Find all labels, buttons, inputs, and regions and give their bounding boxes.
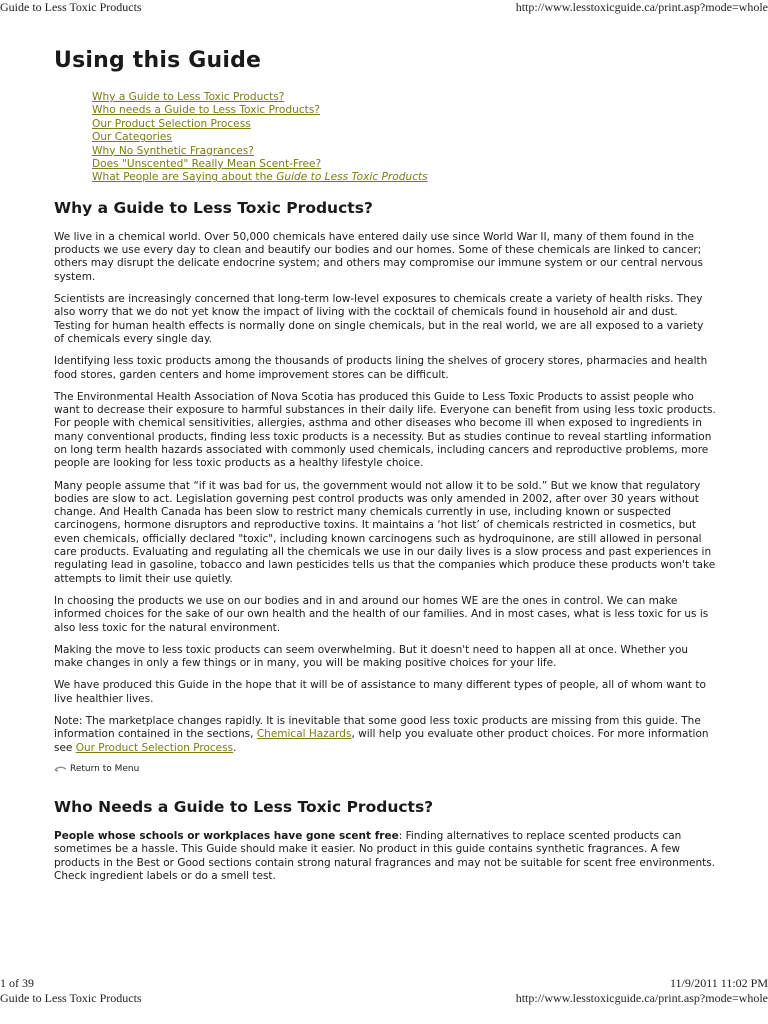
paragraph: The Environmental Health Association of Nova Scotia has produced this Guide to Less Toxic Products to assist people who want to decrease their exposure to harmful substances in their daily life. Everyone can benefit from using less toxic products. For people with chemical sensitivities, allergies, asthma and other diseases who become ill when exposed to ingredients in many conventional products, finding less toxic products is a necessity. But as studies continue to reveal startling information on long term health hazards associated with commonly used chemicals, including cancers and reproductive problems, more people are looking for less toxic products as a healthy lifestyle choice. — [54, 390, 716, 470]
print-header-next-page — [0, 991, 768, 1006]
paragraph: Making the move to less toxic products can seem overwhelming. But it doesn't need to happen all at once. Whether you make changes in only a few things or in many, you will be making positive choices for your life. — [54, 643, 689, 670]
page-content — [54, 40, 716, 892]
toc-link-categories[interactable]: Our Categories — [92, 131, 172, 144]
table-of-contents — [92, 91, 716, 185]
toc-link-selection-process[interactable]: Our Product Selection Process — [92, 117, 251, 130]
section-heading-why-guide: Why a Guide to Less Toxic Products? — [54, 198, 373, 217]
note-paragraph — [54, 715, 716, 755]
paragraph: In choosing the products we use on our bodies and in and around our homes WE are the ones in control. We can make informed choices for the sake of our own health and the health of our families. And in most cases, what is less toxic for us is also less toxic for the natural environment. — [54, 594, 709, 634]
page-number: 1 of 39 — [0, 976, 34, 990]
print-header-title: Guide to Less Toxic Products — [0, 0, 142, 14]
return-arrow-icon — [54, 765, 67, 772]
return-to-menu-link[interactable] — [54, 764, 716, 774]
page-title: Using this Guide — [54, 48, 262, 73]
print-header-title: Guide to Less Toxic Products — [0, 991, 142, 1005]
toc-link-italic-text: Guide to Less Toxic Products — [276, 171, 428, 184]
section-heading-who-needs: Who Needs a Guide to Less Toxic Products? — [54, 797, 434, 816]
toc-item — [92, 104, 716, 117]
chemical-hazards-link[interactable]: Chemical Hazards — [256, 728, 352, 741]
paragraph: Scientists are increasingly concerned that long-term low-level exposures to chemicals create a variety of health risks. They also worry that we do not yet know the impact of living with the cocktail of chemicals found in household air and dust. Testing for human health effects is normally done on single chemicals, but in the real world, we are all exposed to a variety of chemicals every single day. — [54, 293, 704, 345]
paragraph: We have produced this Guide in the hope that it will be of assistance to many different types of people, all of whom want to live healthier lives. — [54, 679, 706, 705]
print-header-url: http://www.lesstoxicguide.ca/print.asp?mode=whole — [515, 0, 768, 14]
note-text: . — [233, 741, 237, 754]
toc-item — [92, 145, 716, 158]
print-header-url: http://www.lesstoxicguide.ca/print.asp?mode=whole — [515, 991, 768, 1005]
toc-item — [92, 158, 716, 171]
note-text: , will help you evaluate other product choices. For more information see — [54, 728, 709, 754]
print-header — [0, 0, 768, 15]
return-to-menu-label: Return to Menu — [70, 763, 140, 774]
note-text: Note: The marketplace changes rapidly. It is inevitable that some good less toxic products are missing from this guide. The information contained in the sections, — [54, 715, 701, 741]
toc-link-unscented[interactable]: Does "Unscented" Really Mean Scent-Free? — [92, 158, 322, 171]
toc-link-who-needs[interactable]: Who needs a Guide to Less Toxic Products? — [92, 104, 320, 117]
print-footer — [0, 976, 768, 991]
paragraph: We live in a chemical world. Over 50,000 chemicals have entered daily use since World War II, many of them found in the products we use every day to clean and beautify our bodies and our homes. Some of these chemicals are linked to cancer; others may disrupt the delicate endocrine system; and others may compromise our immune system or our central nervous system. — [54, 230, 703, 283]
toc-item — [92, 91, 716, 104]
toc-item — [92, 171, 716, 184]
paragraph: Many people assume that “if it was bad for us, the government would not allow it to be sold.” But we know that regulatory bodies are slow to act. Legislation governing pest control products was only amended in 2002, after over 30 years without change. And Health Canada has been slow to restrict many chemicals currently in use, including known or suspected carcinogens, hormone disruptors and reproductive toxins. It maintains a ‘hot list’ of chemicals restricted in cosmetics, but even chemicals, officially declared "toxic", including known carcinogens such as hydroquinone, are still allowed in personal care products. Evaluating and regulating all the chemicals we use in our daily lives is a slow process and past experiences in regulating lead in gasoline, tobacco and lawn pesticides tells us that the companies which produce these products won't take attempts to limit their use quietly. — [54, 479, 716, 585]
product-selection-link[interactable]: Our Product Selection Process — [75, 741, 234, 754]
toc-link-what-people-say[interactable] — [92, 171, 428, 183]
toc-item — [92, 131, 716, 144]
print-datetime: 11/9/2011 11:02 PM — [669, 976, 768, 990]
paragraph — [54, 830, 716, 883]
toc-link-synthetic-fragrances[interactable]: Why No Synthetic Fragrances? — [92, 144, 254, 157]
toc-link-why-guide[interactable]: Why a Guide to Less Toxic Products? — [92, 91, 285, 103]
lead-bold-text: People whose schools or workplaces have gone scent free — [54, 829, 399, 842]
lead-text: : Finding alternatives to replace scented products can sometimes be a hassle. This Guide should make it easier. No product in this guide contains synthetic fragrances. A few products in the Best or Good sections contain strong natural fragrances and may not be suitable for scent free environments. Check ingredient labels or do a smell test. — [54, 829, 716, 882]
toc-item — [92, 118, 716, 131]
paragraph: Identifying less toxic products among the thousands of products lining the shelves of grocery stores, pharmacies and health food stores, garden centers and home improvement stores can be difficult. — [54, 355, 708, 381]
toc-link-text: What People are Saying about the — [92, 171, 277, 184]
